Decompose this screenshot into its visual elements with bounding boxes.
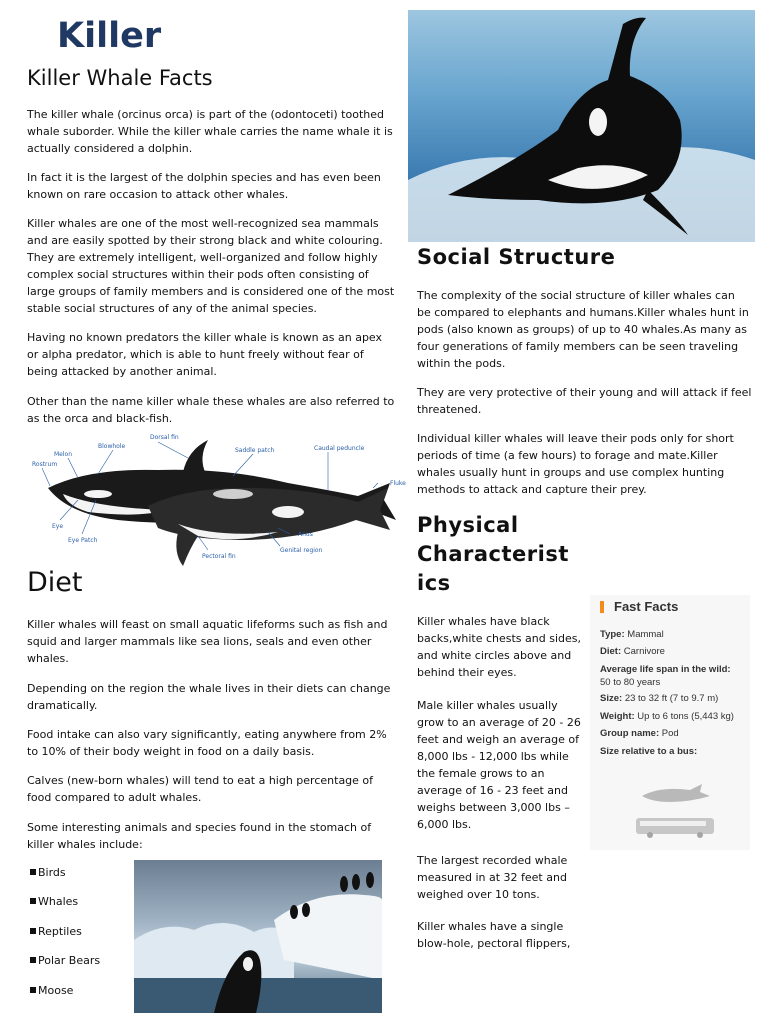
fact-size-relative: Size relative to a bus: xyxy=(600,746,698,757)
intro-paragraph-1: The killer whale (orcinus orca) is part of the (odontoceti) toothed whale suborder. While the killer whale carries the name whale it is actually considered a dolphin. xyxy=(27,108,393,155)
label-saddle-patch: Saddle patch xyxy=(235,447,275,454)
label-melon: Melon xyxy=(54,451,73,458)
physical-characteristics-heading: Physical Characterist ics xyxy=(417,513,569,595)
fast-facts-box xyxy=(590,595,750,850)
intro-paragraph-5: Other than the name killer whale these whales are also referred to as the orca and black-fish. xyxy=(27,395,395,425)
label-genital-region: Genital region xyxy=(280,547,323,554)
list-item: Whales xyxy=(30,895,78,909)
label-dorsal-fin: Dorsal fin xyxy=(150,434,179,441)
social-paragraph-3: Individual killer whales will leave their pods only for short periods of time (a few hours) to forage and mate.Killer whales usually hunt in groups and use complex hunting methods to attack and capture their prey. xyxy=(417,432,734,496)
diet-paragraph-5: Some interesting animals and species found in the stomach of killer whales include: xyxy=(27,821,372,851)
diet-paragraph-3: Food intake can also vary significantly, eating anywhere from 2% to 10% of their body weight in food on a daily basis. xyxy=(27,728,387,758)
accent-bar xyxy=(600,601,604,613)
fast-facts-heading: Fast Facts xyxy=(614,599,679,614)
diet-paragraph-2: Depending on the region the whale lives in their diets can change dramatically. xyxy=(27,682,391,712)
intro-paragraph-3: Killer whales are one of the most well-recognized sea mammals and are easily spotted by their strong black and white colouring. They are extremely intelligent, well-organized and follow highly complex social structures within their pods often consisting of large groups of family members and is considered one of the most stable social structures of any of the animal species. xyxy=(27,217,395,315)
label-blowhole: Blowhole xyxy=(98,443,126,450)
fact-life-span: Average life span in the wild: 50 to 80 years xyxy=(600,664,731,688)
list-item: Birds xyxy=(30,866,66,880)
physical-paragraph-1: Killer whales have black backs,white chests and sides, and white circles above and behind their eyes. xyxy=(417,615,581,679)
social-paragraph-1: The complexity of the social structure of killer whales can be compared to elephants and humans.Killer whales hunt in pods (also known as groups) of up to 40 whales.As many as four generations of family members can be seen traveling within the pods. xyxy=(417,289,749,370)
fact-group-name: Group name: Pod xyxy=(600,728,679,739)
social-structure-heading: Social Structure xyxy=(417,245,616,269)
label-eye: Eye xyxy=(52,523,64,530)
fact-weight: Weight: Up to 6 tons (5,443 kg) xyxy=(600,711,734,722)
list-item: Moose xyxy=(30,984,73,998)
intro-paragraph-4: Having no known predators the killer whale is known as an apex or alpha predator, which is able to hunt freely without fear of being attacked by another animal. xyxy=(27,331,383,378)
social-paragraph-2: They are very protective of their young and will attack if feel threatened. xyxy=(417,386,752,416)
orca-iceberg-photo xyxy=(134,860,382,1013)
list-item: Reptiles xyxy=(30,925,82,939)
fact-type: Type: Mammal xyxy=(600,629,664,640)
intro-paragraph-2: In fact it is the largest of the dolphin species and has even been known on rare occasion to attack other whales. xyxy=(27,171,381,201)
fact-size: Size: 23 to 32 ft (7 to 9.7 m) xyxy=(600,693,719,704)
label-fluke: Fluke xyxy=(390,480,406,487)
physical-paragraph-3: The largest recorded whale measured in at 32 feet and weighed over 10 tons. xyxy=(417,854,568,901)
physical-paragraph-2: Male killer whales usually grow to an average of 20 - 26 feet and weigh an average of 8,000 lbs - 12,000 lbs while the female grows to an average of 16 - 23 feet and weighs between 3,000 lbs – 6,000 lbs. xyxy=(417,699,581,831)
list-item: Polar Bears xyxy=(30,954,100,968)
whale-bus-comparison-icon xyxy=(630,780,730,840)
diet-paragraph-4: Calves (new-born whales) will tend to eat a high percentage of food compared to adult whales. xyxy=(27,774,374,804)
label-eye-patch: Eye Patch xyxy=(68,537,98,544)
page-title: Killer xyxy=(57,16,162,56)
physical-paragraph-4: Killer whales have a single blow-hole, pectoral flippers, xyxy=(417,920,571,950)
label-caudal-peduncle: Caudal peduncle xyxy=(314,445,365,452)
label-rostrum: Rostrum xyxy=(32,461,58,468)
orca-anatomy-diagram xyxy=(28,428,408,570)
label-anus: Anus xyxy=(298,531,313,538)
orca-breaching-photo xyxy=(408,10,755,242)
label-pectoral-fin: Pectoral fin xyxy=(202,553,236,560)
page-subtitle: Killer Whale Facts xyxy=(27,66,213,90)
diet-paragraph-1: Killer whales will feast on small aquatic lifeforms such as fish and squid and larger mammals like sea lions, seals and even other whales. xyxy=(27,618,388,665)
diet-heading: Diet xyxy=(27,567,83,598)
fact-diet: Diet: Carnivore xyxy=(600,646,665,657)
